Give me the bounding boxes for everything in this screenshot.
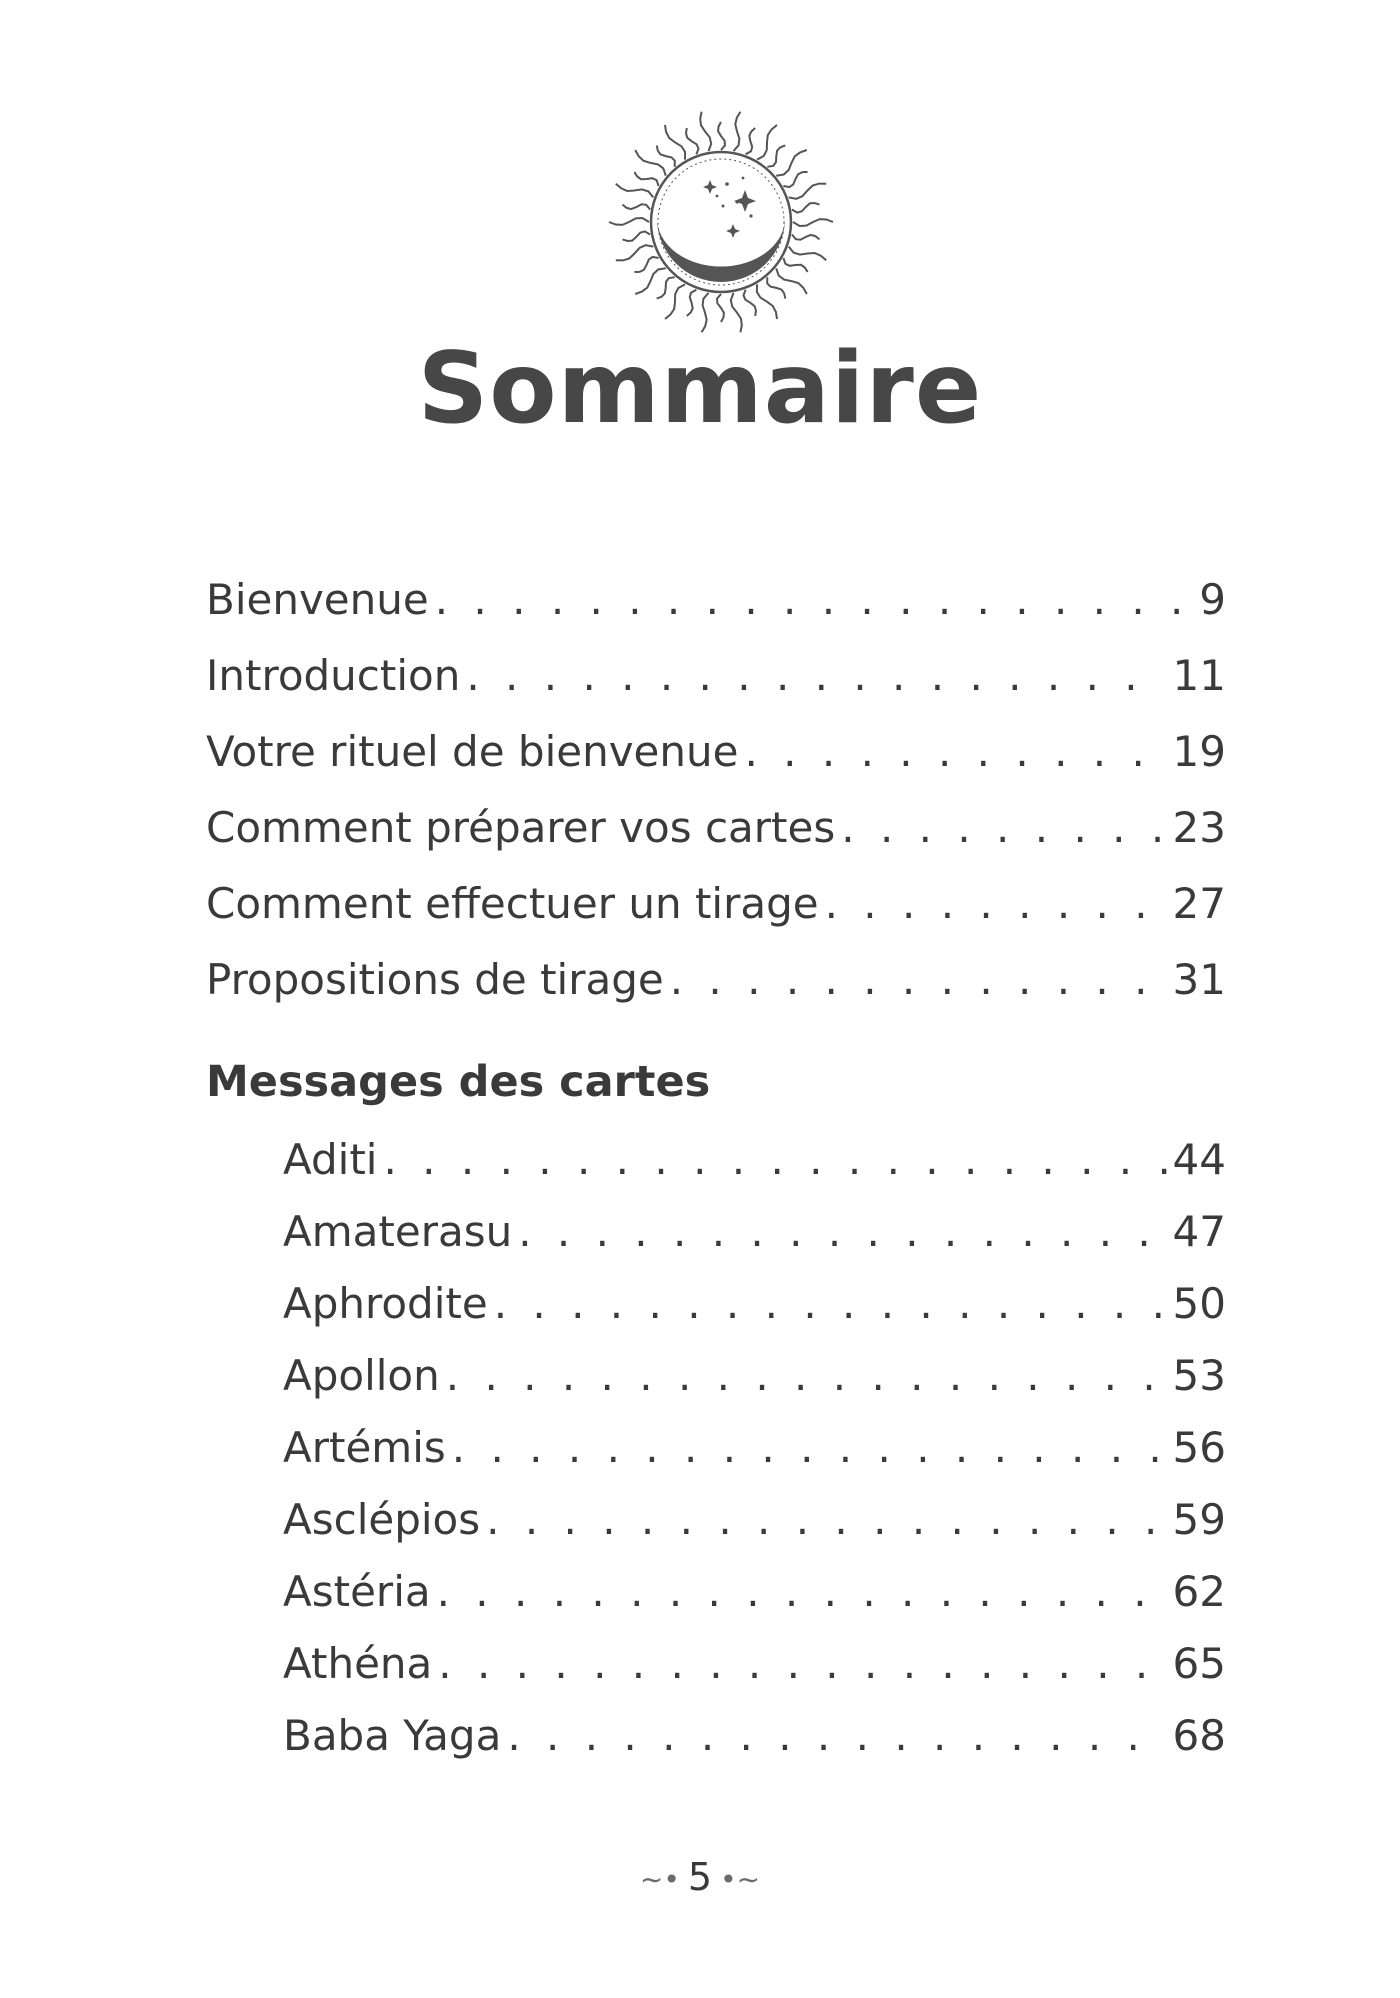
sun-ray — [731, 293, 742, 332]
sun-ray — [657, 277, 675, 298]
sun-ray — [702, 293, 709, 332]
dot-leader — [825, 874, 1167, 934]
toc-entry-label: Astéria — [283, 1567, 431, 1616]
toc-entry[interactable] — [206, 570, 1226, 630]
sun-ray — [767, 145, 785, 166]
dot-leader — [841, 798, 1166, 858]
sun-ray — [634, 257, 658, 272]
toc-entry-page: 62 — [1172, 1567, 1226, 1616]
sun-ray — [746, 128, 756, 154]
sun-ray — [767, 277, 785, 298]
toc-entry-label: Comment préparer vos cartes — [206, 803, 836, 852]
sun-ray — [757, 125, 777, 160]
swash-ornament-icon: ∼• — [639, 1862, 680, 1896]
sun-ray — [623, 204, 651, 209]
sun-ray — [789, 247, 827, 261]
dot-leader — [383, 1130, 1166, 1190]
sun-ray — [792, 235, 820, 240]
toc-entry-label: Apollon — [283, 1351, 440, 1400]
sun-ray — [686, 128, 699, 154]
toc-entry-page: 65 — [1172, 1639, 1226, 1688]
sun-ray — [616, 184, 654, 198]
toc-entry[interactable] — [206, 798, 1226, 858]
toc-entry-label: Bienvenue — [206, 575, 429, 624]
toc-sub-entry[interactable] — [283, 1346, 1226, 1406]
sun-ray — [623, 231, 651, 241]
sun-ray — [718, 122, 725, 150]
toc-entry-label: Aphrodite — [283, 1279, 488, 1328]
sun-ray — [789, 184, 827, 199]
toc-entry-page: 44 — [1172, 1135, 1226, 1184]
dot-leader — [435, 570, 1194, 630]
dot-leader — [518, 1202, 1166, 1262]
sun-ray — [609, 218, 649, 225]
toc-entry-label: Artémis — [283, 1423, 446, 1472]
page-number-text: 5 — [687, 1855, 713, 1899]
toc-entry-page: 47 — [1172, 1207, 1226, 1256]
page-title: Sommaire — [417, 332, 983, 446]
toc-entry-page: 68 — [1172, 1711, 1226, 1760]
toc-sub-entry[interactable] — [283, 1418, 1226, 1478]
page-number — [0, 1852, 1400, 1905]
toc-section-heading: Messages des cartes — [206, 1057, 711, 1107]
toc-entry-page: 56 — [1172, 1423, 1226, 1472]
dot-leader — [438, 1634, 1166, 1694]
dot-leader — [466, 646, 1166, 706]
dot-leader — [452, 1418, 1167, 1478]
toc-entry-page: 19 — [1172, 727, 1226, 776]
toc-sub-entry[interactable] — [283, 1130, 1226, 1190]
toc-entry-label: Comment effectuer un tirage — [206, 879, 819, 928]
toc-entry-label: Introduction — [206, 651, 461, 700]
toc-entry[interactable] — [206, 722, 1226, 782]
toc-sub-entry[interactable] — [283, 1706, 1226, 1766]
sun-ray — [616, 245, 654, 260]
dot-leader — [437, 1562, 1167, 1622]
toc-entry-label: Amaterasu — [283, 1207, 513, 1256]
toc-entry-label: Baba Yaga — [283, 1711, 502, 1760]
sun-ray — [792, 203, 820, 213]
sun-ray — [665, 125, 685, 160]
sun-ray — [687, 290, 697, 316]
sun-ray — [717, 294, 724, 322]
sun-ray — [665, 284, 685, 319]
toc-entry-label: Propositions de tirage — [206, 955, 664, 1004]
toc-entry-label: Aditi — [283, 1135, 378, 1184]
sun-ray — [734, 112, 741, 151]
toc-sub-entry[interactable] — [283, 1634, 1226, 1694]
toc-entry[interactable] — [206, 950, 1226, 1010]
sun-ray — [634, 172, 658, 186]
dot-leader — [486, 1490, 1166, 1550]
sun-moon-emblem-icon — [605, 106, 837, 338]
toc-entry-page: 31 — [1172, 955, 1226, 1004]
toc-entry-label: Athéna — [283, 1639, 433, 1688]
dot-leader — [744, 722, 1166, 782]
sun-ray — [783, 258, 807, 272]
toc-entry-page: 23 — [1172, 803, 1226, 852]
toc-entry-page: 11 — [1172, 651, 1226, 700]
sun-ray — [793, 219, 833, 226]
toc-entry-label: Votre rituel de bienvenue — [206, 727, 739, 776]
toc-sub-entry[interactable] — [283, 1490, 1226, 1550]
dot-leader — [494, 1274, 1167, 1334]
toc-entry-page: 27 — [1172, 879, 1226, 928]
toc-entry-page: 53 — [1172, 1351, 1226, 1400]
sun-ray — [783, 172, 807, 187]
toc-entry-page: 9 — [1199, 575, 1226, 624]
sun-ray — [700, 112, 711, 151]
dot-leader — [507, 1706, 1166, 1766]
toc-sub-entry[interactable] — [283, 1202, 1226, 1262]
toc-sub-entry[interactable] — [283, 1274, 1226, 1334]
toc-entry[interactable] — [206, 646, 1226, 706]
toc-entry-page: 50 — [1172, 1279, 1226, 1328]
sun-ray — [744, 290, 757, 316]
toc-entry[interactable] — [206, 874, 1226, 934]
sun-ray — [757, 284, 777, 319]
toc-entry-label: Asclépios — [283, 1495, 481, 1544]
dot-leader — [670, 950, 1167, 1010]
sun-ray — [657, 145, 675, 166]
toc-sub-entry[interactable] — [283, 1562, 1226, 1622]
swash-ornament-icon: •∼ — [720, 1862, 761, 1896]
toc-entry-page: 59 — [1172, 1495, 1226, 1544]
dot-leader — [446, 1346, 1167, 1406]
